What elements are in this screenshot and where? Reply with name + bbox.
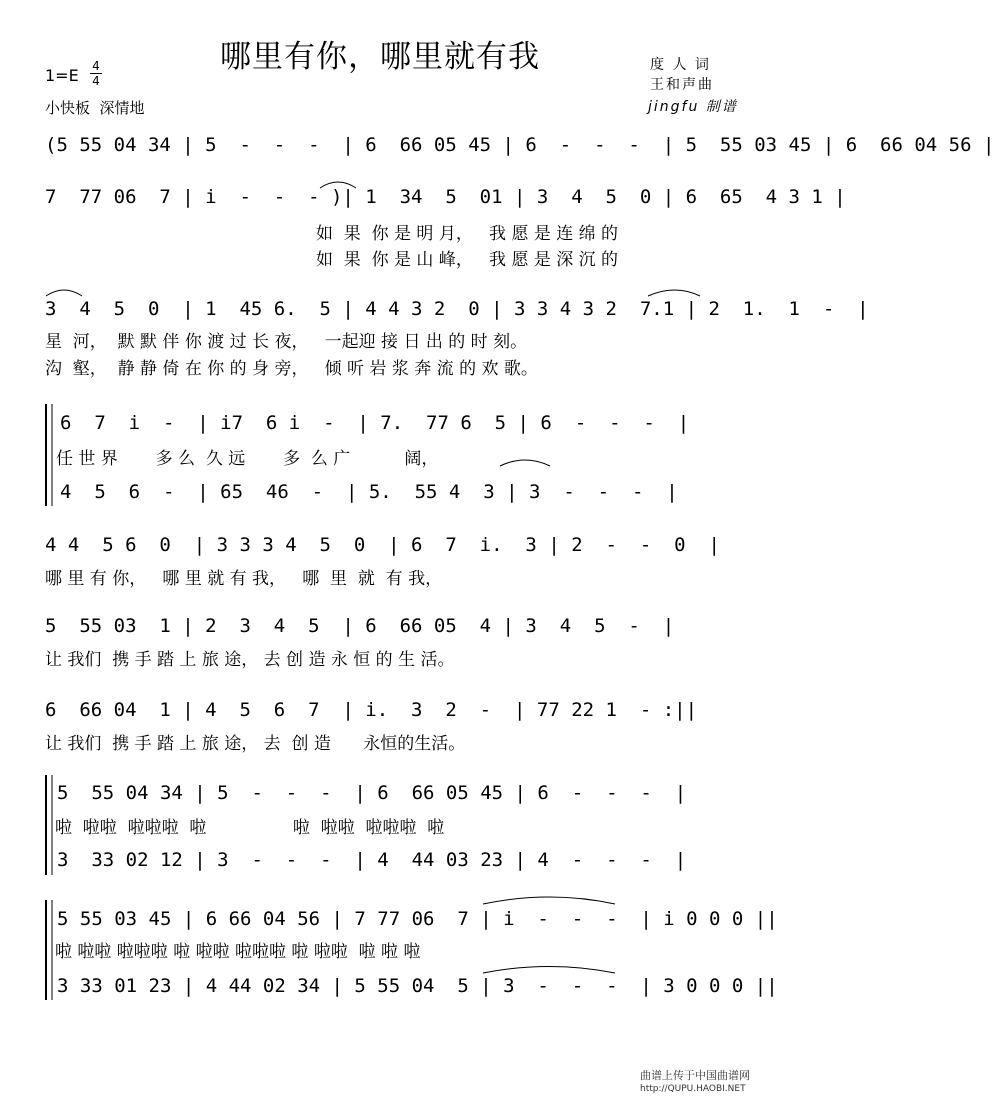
score-row-9-upper: 5 55 03 45 | 6 66 04 56 | 7 77 06 7 | i - - - | i 0 0 0 || [57,908,778,930]
composer-credit: 王和声曲 [650,77,714,93]
score-row-5: 4 4 5 6 0 | 3 3 3 4 5 0 | 6 7 i. 3 | 2 - - 0 | [45,534,720,556]
score-row-7: 6 66 04 1 | 4 5 6 7 | i. 3 2 - | 77 22 1 - :|| [45,699,698,721]
score-row-9-lower: 3 33 01 23 | 4 44 02 34 | 5 55 04 5 | 3 - - - | 3 0 0 0 || [57,975,778,997]
lyrics-row-3-verse-1: 星 河， 默 默 伴 你 渡 过 长 夜， 一起迎 接 日 出 的 时 刻。 [45,332,528,352]
tie-arc [46,290,82,296]
meter-top: 4 [92,59,100,73]
arranger-credit: jingfu 制谱 [648,99,738,115]
lyrics-row-5: 哪 里 有 你， 哪 里 就 有 我， 哪 里 就 有 我， [45,569,443,589]
tie-arc [483,967,615,974]
song-title: 哪里有你，哪里就有我 [220,39,540,75]
lyrics-row-3-verse-2: 沟 壑， 静 静 倚 在 你 的 身 旁， 倾 听 岩 浆 奔 流 的 欢 歌。 [45,359,538,379]
score-row-3: 3 4 5 0 | 1 45 6. 5 | 4 4 3 2 0 | 3 3 4 3 2 7.1 | 2 1. 1 - | [45,298,869,320]
lyrics-row-9: 啦 啦啦 啦啦啦 啦 啦啦 啦啦啦 啦 啦啦 啦 啦 啦 [55,942,421,962]
tie-arc [320,182,356,188]
lyrics-row-8: 啦 啦啦 啦啦啦 啦 啦 啦啦 啦啦啦 啦 [55,818,445,838]
watermark-line-1: 曲谱上传于中国曲谱网 [640,1069,750,1082]
lyrics-row-2-verse-1: 如 果 你 是 明 月， 我 愿 是 连 绵 的 [316,224,619,244]
score-row-1: (5 55 04 34 | 5 - - - | 6 66 05 45 | 6 - - - | 5 55 03 45 | 6 66 04 56 | [45,134,994,156]
lyrics-row-2-verse-2: 如 果 你 是 山 峰， 我 愿 是 深 沉 的 [316,250,619,270]
tie-arc [500,460,550,466]
tempo-marking: 小快板 深情地 [45,99,145,117]
score-row-4-upper: 6 7 i - | i7 6 i - | 7. 77 6 5 | 6 - - - | [60,412,690,434]
meter-bottom: 4 [92,74,100,88]
lyrics-row-6: 让 我们 携 手 踏 上 旅 途， 去 创 造 永 恒 的 生 活。 [45,650,455,670]
score-row-4-lower: 4 5 6 - | 65 46 - | 5. 55 4 3 | 3 - - - | [60,481,678,503]
key-signature: 1=E [45,66,79,85]
lyrics-row-7: 让 我们 携 手 踏 上 旅 途， 去 创 造 永恒的生活。 [45,734,466,754]
score-row-6: 5 55 03 1 | 2 3 4 5 | 6 66 05 4 | 3 4 5 - | [45,615,675,637]
lyrics-row-4: 任 世 界 多 么 久 远 多 么 广 阔， [56,449,439,469]
tie-arc [648,290,700,296]
watermark-line-2: http://QUPU.HAOBI.NET [640,1084,746,1094]
lyricist-credit: 度 人 词 [650,57,711,73]
score-row-8-upper: 5 55 04 34 | 5 - - - | 6 66 05 45 | 6 - - - | [57,782,687,804]
score-row-8-lower: 3 33 02 12 | 3 - - - | 4 44 03 23 | 4 - - - | [57,849,687,871]
tie-arc [483,897,615,904]
score-row-2: 7 77 06 7 | i - - - )| 1 34 5 01 | 3 4 5 0 | 6 65 4 3 1 | [45,186,846,208]
